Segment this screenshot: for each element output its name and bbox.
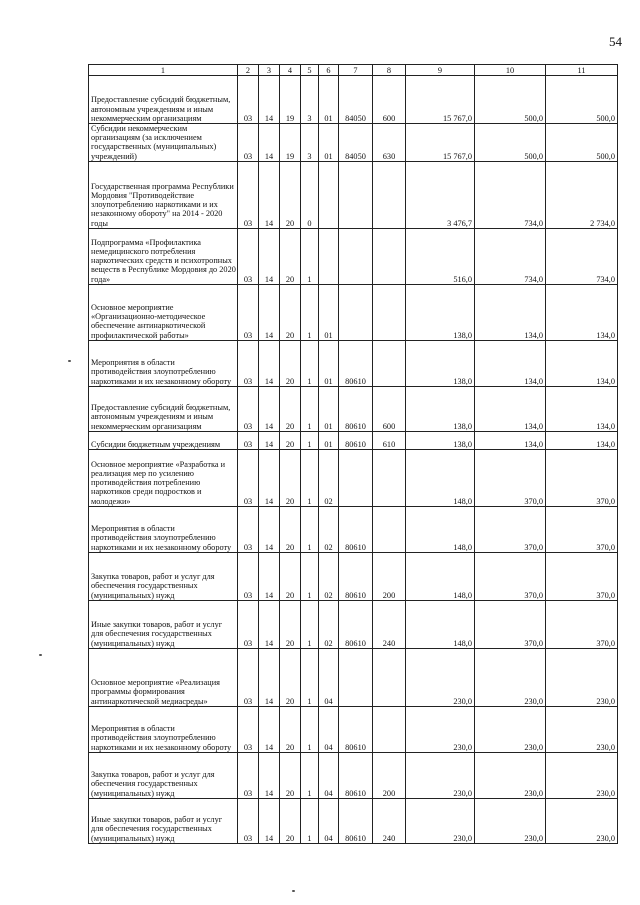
row-cell-col-4: 19 (280, 76, 301, 124)
row-cell-col-7: 84050 (339, 124, 373, 162)
row-cell-col-7: 84050 (339, 76, 373, 124)
row-cell-col-2: 03 (238, 798, 259, 843)
table-row (89, 600, 618, 648)
row-cell-col-10: 134,0 (475, 340, 546, 386)
row-cell-col-3: 14 (259, 76, 280, 124)
row-cell-col-7: 80610 (339, 552, 373, 600)
row-cell-col-6: 04 (319, 648, 339, 706)
column-header-1: 1 (89, 65, 238, 76)
row-cell-col-6 (319, 161, 339, 228)
row-cell-col-4: 20 (280, 506, 301, 552)
row-cell-col-5: 1 (301, 706, 319, 752)
table-row (89, 284, 618, 340)
row-cell-col-9: 15 767,0 (406, 124, 475, 162)
row-cell-col-2: 03 (238, 706, 259, 752)
table-row (89, 76, 618, 124)
table-row (89, 506, 618, 552)
row-cell-col-4: 20 (280, 752, 301, 798)
row-cell-col-7: 80610 (339, 706, 373, 752)
row-name-cell: Мероприятия в области противодействия злоупотреблению наркотиками и их незаконному обороту (89, 706, 238, 752)
row-cell-col-8 (373, 340, 406, 386)
column-header-3: 3 (259, 65, 280, 76)
row-cell-col-4: 20 (280, 340, 301, 386)
row-cell-col-11: 500,0 (546, 76, 618, 124)
row-cell-col-8 (373, 706, 406, 752)
row-cell-col-6: 01 (319, 76, 339, 124)
row-cell-col-7 (339, 284, 373, 340)
row-cell-col-6 (319, 228, 339, 284)
row-cell-col-10: 230,0 (475, 648, 546, 706)
row-cell-col-11: 134,0 (546, 340, 618, 386)
row-cell-col-9: 138,0 (406, 340, 475, 386)
row-cell-col-10: 734,0 (475, 228, 546, 284)
row-name-cell: Субсидии некоммерческим организациям (за исключением государственных (муниципальных) учреждений) (89, 124, 238, 162)
table-row (89, 798, 618, 843)
column-header-6: 6 (319, 65, 339, 76)
row-cell-col-5: 1 (301, 552, 319, 600)
row-cell-col-2: 03 (238, 449, 259, 506)
row-cell-col-2: 03 (238, 340, 259, 386)
row-cell-col-5: 1 (301, 600, 319, 648)
row-name-cell: Государственная программа Республики Мордовия "Противодействие злоупотреблению наркотиками и их незаконному обороту" на 2014 - 2020 годы (89, 161, 238, 228)
row-cell-col-7 (339, 228, 373, 284)
row-cell-col-11: 134,0 (546, 284, 618, 340)
row-cell-col-6: 02 (319, 449, 339, 506)
row-cell-col-4: 20 (280, 386, 301, 431)
row-cell-col-6: 04 (319, 706, 339, 752)
row-name-cell: Иные закупки товаров, работ и услуг для обеспечения государственных (муниципальных) нужд (89, 600, 238, 648)
row-cell-col-6: 02 (319, 506, 339, 552)
row-cell-col-8 (373, 648, 406, 706)
row-cell-col-9: 138,0 (406, 431, 475, 449)
row-cell-col-8: 200 (373, 752, 406, 798)
row-cell-col-8: 600 (373, 386, 406, 431)
table-row (89, 386, 618, 431)
row-cell-col-10: 370,0 (475, 506, 546, 552)
row-name-cell: Иные закупки товаров, работ и услуг для обеспечения государственных (муниципальных) нужд (89, 798, 238, 843)
row-cell-col-2: 03 (238, 506, 259, 552)
table-row (89, 431, 618, 449)
row-cell-col-9: 230,0 (406, 752, 475, 798)
column-header-7: 7 (339, 65, 373, 76)
row-name-cell: Закупка товаров, работ и услуг для обеспечения государственных (муниципальных) нужд (89, 552, 238, 600)
scan-speck (68, 360, 71, 362)
row-cell-col-11: 370,0 (546, 600, 618, 648)
row-cell-col-6: 01 (319, 386, 339, 431)
row-cell-col-5: 3 (301, 76, 319, 124)
row-cell-col-6: 01 (319, 340, 339, 386)
row-name-cell: Мероприятия в области противодействия злоупотреблению наркотиками и их незаконному обороту (89, 506, 238, 552)
row-name-cell: Основное мероприятие «Реализация программы формирования антинаркотической медиасреды» (89, 648, 238, 706)
row-cell-col-8: 200 (373, 552, 406, 600)
row-cell-col-4: 20 (280, 228, 301, 284)
row-cell-col-7: 80610 (339, 386, 373, 431)
row-cell-col-7: 80610 (339, 506, 373, 552)
row-cell-col-5: 1 (301, 798, 319, 843)
row-cell-col-9: 148,0 (406, 506, 475, 552)
row-cell-col-8 (373, 449, 406, 506)
row-cell-col-10: 230,0 (475, 706, 546, 752)
row-cell-col-4: 20 (280, 706, 301, 752)
row-cell-col-3: 14 (259, 386, 280, 431)
row-cell-col-5: 1 (301, 648, 319, 706)
row-cell-col-10: 230,0 (475, 752, 546, 798)
row-cell-col-3: 14 (259, 706, 280, 752)
row-cell-col-6: 02 (319, 552, 339, 600)
row-cell-col-7 (339, 648, 373, 706)
row-cell-col-5: 1 (301, 449, 319, 506)
row-cell-col-3: 14 (259, 340, 280, 386)
row-cell-col-11: 734,0 (546, 228, 618, 284)
row-cell-col-4: 20 (280, 431, 301, 449)
row-cell-col-3: 14 (259, 506, 280, 552)
row-cell-col-8 (373, 161, 406, 228)
budget-table (88, 64, 618, 844)
row-cell-col-2: 03 (238, 228, 259, 284)
row-cell-col-2: 03 (238, 648, 259, 706)
row-cell-col-10: 230,0 (475, 798, 546, 843)
table-row (89, 552, 618, 600)
row-cell-col-11: 134,0 (546, 386, 618, 431)
row-cell-col-2: 03 (238, 161, 259, 228)
table-row (89, 706, 618, 752)
row-cell-col-8: 610 (373, 431, 406, 449)
scan-speck (39, 654, 42, 656)
row-cell-col-7: 80610 (339, 600, 373, 648)
row-cell-col-3: 14 (259, 449, 280, 506)
table-row (89, 752, 618, 798)
row-cell-col-9: 230,0 (406, 706, 475, 752)
row-cell-col-2: 03 (238, 284, 259, 340)
column-header-2: 2 (238, 65, 259, 76)
row-cell-col-11: 230,0 (546, 798, 618, 843)
row-cell-col-11: 230,0 (546, 752, 618, 798)
row-name-cell: Подпрограмма «Профилактика немедицинского потребления наркотических средств и психотропных веществ в Республике Мордовия до 2020 года» (89, 228, 238, 284)
row-cell-col-11: 134,0 (546, 431, 618, 449)
row-cell-col-8 (373, 284, 406, 340)
row-cell-col-11: 2 734,0 (546, 161, 618, 228)
row-cell-col-4: 20 (280, 798, 301, 843)
table-row (89, 124, 618, 162)
table-row (89, 340, 618, 386)
row-cell-col-7: 80610 (339, 431, 373, 449)
column-header-10: 10 (475, 65, 546, 76)
column-header-9: 9 (406, 65, 475, 76)
row-cell-col-11: 370,0 (546, 552, 618, 600)
row-name-cell: Субсидии бюджетным учреждениям (89, 431, 238, 449)
table-header-row (89, 65, 618, 76)
table-row (89, 449, 618, 506)
row-cell-col-2: 03 (238, 600, 259, 648)
row-cell-col-5: 3 (301, 124, 319, 162)
row-cell-col-5: 1 (301, 506, 319, 552)
row-cell-col-7: 80610 (339, 752, 373, 798)
column-header-4: 4 (280, 65, 301, 76)
row-cell-col-6: 01 (319, 284, 339, 340)
column-header-8: 8 (373, 65, 406, 76)
row-cell-col-5: 1 (301, 386, 319, 431)
row-cell-col-11: 500,0 (546, 124, 618, 162)
row-cell-col-3: 14 (259, 798, 280, 843)
row-cell-col-11: 370,0 (546, 449, 618, 506)
row-cell-col-6: 01 (319, 431, 339, 449)
row-cell-col-2: 03 (238, 386, 259, 431)
row-cell-col-3: 14 (259, 431, 280, 449)
table-row (89, 648, 618, 706)
row-cell-col-2: 03 (238, 431, 259, 449)
row-cell-col-3: 14 (259, 600, 280, 648)
row-name-cell: Основное мероприятие «Организационно-методическое обеспечение антинаркотической профилактической работы» (89, 284, 238, 340)
row-cell-col-8 (373, 228, 406, 284)
row-cell-col-5: 1 (301, 284, 319, 340)
row-cell-col-9: 230,0 (406, 648, 475, 706)
page-number: 54 (609, 34, 622, 49)
row-cell-col-9: 15 767,0 (406, 76, 475, 124)
row-cell-col-8: 240 (373, 600, 406, 648)
row-cell-col-6: 04 (319, 752, 339, 798)
row-cell-col-5: 1 (301, 340, 319, 386)
scan-speck (292, 890, 295, 892)
row-cell-col-3: 14 (259, 752, 280, 798)
row-name-cell: Предоставление субсидий бюджетным, автономным учреждениям и иным некоммерческим организациям (89, 76, 238, 124)
row-cell-col-10: 370,0 (475, 600, 546, 648)
row-cell-col-7: 80610 (339, 798, 373, 843)
row-cell-col-7 (339, 449, 373, 506)
row-cell-col-8 (373, 506, 406, 552)
row-cell-col-9: 138,0 (406, 386, 475, 431)
row-cell-col-3: 14 (259, 284, 280, 340)
row-cell-col-10: 500,0 (475, 76, 546, 124)
row-cell-col-3: 14 (259, 648, 280, 706)
row-cell-col-6: 02 (319, 600, 339, 648)
row-cell-col-3: 14 (259, 552, 280, 600)
row-cell-col-3: 14 (259, 161, 280, 228)
row-cell-col-10: 134,0 (475, 386, 546, 431)
table-row (89, 161, 618, 228)
row-cell-col-4: 20 (280, 552, 301, 600)
row-cell-col-2: 03 (238, 552, 259, 600)
row-name-cell: Мероприятия в области противодействия злоупотреблению наркотиками и их незаконному обороту (89, 340, 238, 386)
row-cell-col-9: 516,0 (406, 228, 475, 284)
row-cell-col-4: 20 (280, 284, 301, 340)
row-cell-col-9: 230,0 (406, 798, 475, 843)
row-cell-col-3: 14 (259, 228, 280, 284)
column-header-11: 11 (546, 65, 618, 76)
row-cell-col-4: 20 (280, 648, 301, 706)
row-cell-col-4: 20 (280, 600, 301, 648)
row-cell-col-10: 734,0 (475, 161, 546, 228)
row-cell-col-7 (339, 161, 373, 228)
row-name-cell: Закупка товаров, работ и услуг для обеспечения государственных (муниципальных) нужд (89, 752, 238, 798)
row-cell-col-9: 148,0 (406, 600, 475, 648)
row-cell-col-9: 3 476,7 (406, 161, 475, 228)
row-cell-col-7: 80610 (339, 340, 373, 386)
row-cell-col-10: 500,0 (475, 124, 546, 162)
row-cell-col-11: 370,0 (546, 506, 618, 552)
row-cell-col-10: 134,0 (475, 284, 546, 340)
row-name-cell: Основное мероприятие «Разработка и реализация мер по усилению противодействия потреблению наркотиков среди подростков и молодежи» (89, 449, 238, 506)
row-cell-col-5: 1 (301, 431, 319, 449)
row-cell-col-4: 20 (280, 449, 301, 506)
table-row (89, 228, 618, 284)
row-cell-col-8: 600 (373, 76, 406, 124)
row-cell-col-5: 1 (301, 228, 319, 284)
row-cell-col-3: 14 (259, 124, 280, 162)
row-cell-col-5: 1 (301, 752, 319, 798)
row-cell-col-6: 04 (319, 798, 339, 843)
table-body (89, 76, 618, 844)
row-cell-col-4: 19 (280, 124, 301, 162)
row-cell-col-2: 03 (238, 124, 259, 162)
row-cell-col-5: 0 (301, 161, 319, 228)
row-cell-col-2: 03 (238, 76, 259, 124)
row-name-cell: Предоставление субсидий бюджетным, автономным учреждениям и иным некоммерческим организациям (89, 386, 238, 431)
row-cell-col-10: 370,0 (475, 552, 546, 600)
row-cell-col-4: 20 (280, 161, 301, 228)
row-cell-col-9: 148,0 (406, 552, 475, 600)
row-cell-col-11: 230,0 (546, 648, 618, 706)
row-cell-col-9: 138,0 (406, 284, 475, 340)
row-cell-col-9: 148,0 (406, 449, 475, 506)
row-cell-col-8: 240 (373, 798, 406, 843)
row-cell-col-10: 134,0 (475, 431, 546, 449)
row-cell-col-11: 230,0 (546, 706, 618, 752)
row-cell-col-10: 370,0 (475, 449, 546, 506)
row-cell-col-2: 03 (238, 752, 259, 798)
row-cell-col-8: 630 (373, 124, 406, 162)
row-cell-col-6: 01 (319, 124, 339, 162)
column-header-5: 5 (301, 65, 319, 76)
